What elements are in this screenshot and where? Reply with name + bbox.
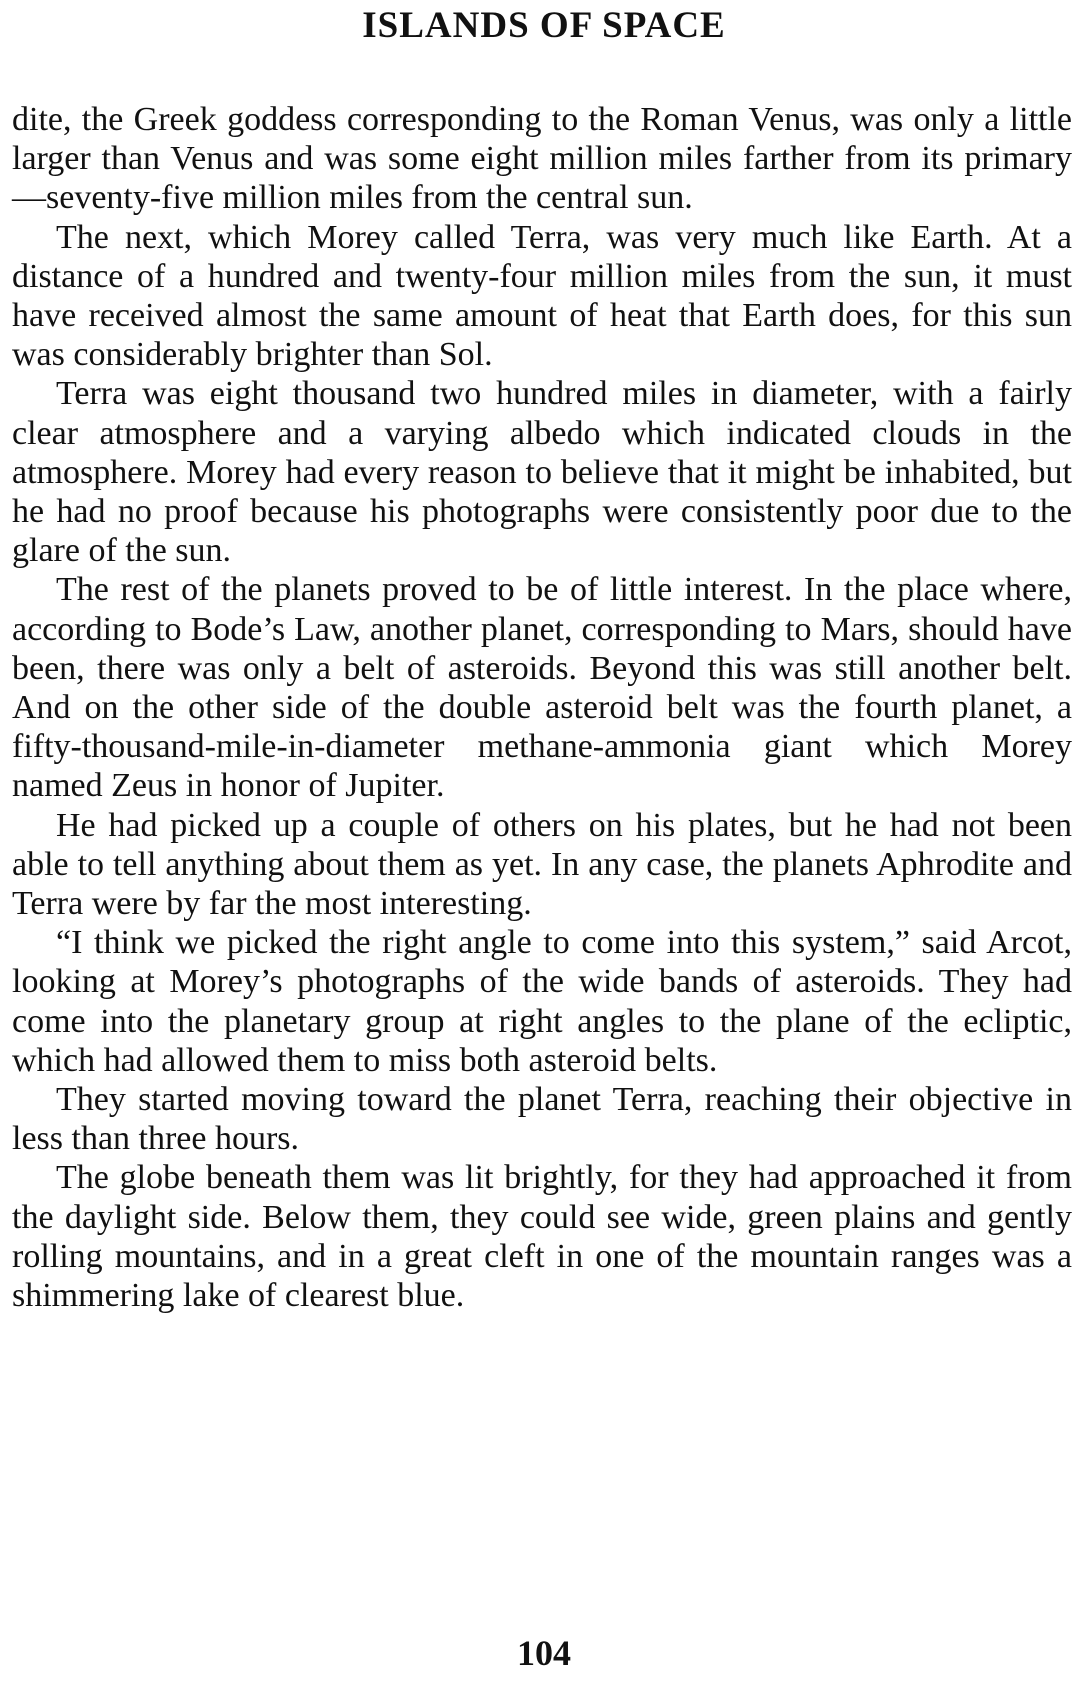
paragraph-8: The globe beneath them was lit brightly, for they had approached it from the daylight side. Below them, they could see wide, green plains and gently rolling mountains, and in a great cleft in one of the mountain ranges was a shimmering lake of clearest blue. [12,1159,1072,1315]
paragraph-6: “I think we picked the right angle to come into this system,” said Arcot, looking at Morey’s photographs of the wide bands of asteroids. They had come into the planetary group at right angles to the plane of the ecliptic, which had allowed them to miss both asteroid belts. [12,924,1072,1079]
paragraph-3: Terra was eight thousand two hundred miles in diameter, with a fairly clear atmosphere and a varying albedo which indicated clouds in the atmosphere. Morey had every reason to believe that it might be inhabited, but he had no proof because his photographs were consistently poor due to the glare of the sun. [12,375,1072,570]
paragraph-4: The rest of the planets proved to be of little interest. In the place where, according to Bode’s Law, another planet, corresponding to Mars, should have been, there was only a belt of asteroids. Beyond this was still another belt. And on the other side of the double asteroid belt was the fourth planet, a fifty-thousand-mile-in-diameter methane-ammonia giant which Morey named Zeus in honor of Jupiter. [12,571,1072,805]
paragraph-5: He had picked up a couple of others on his plates, but he had not been able to tell anything about them as yet. In any case, the planets Aphrodite and Terra were by far the most interesting. [12,806,1072,923]
running-head: ISLANDS OF SPACE [362,5,726,46]
paragraph-2: The next, which Morey called Terra, was very much like Earth. At a distance of a hundred and twenty-four million miles from the sun, it must have received almost the same amount of heat that Earth does, for this sun was considerably brighter than Sol. [12,218,1072,374]
paragraph-1-continued: dite, the Greek goddess corresponding to the Roman Venus, was only a little larger than Venus and was some eight million miles farther from its primary—seventy-five million miles from the central sun. [12,101,1072,217]
page-number: 104 [517,1633,571,1673]
body-text [12,100,1072,1315]
paragraph-7: They started moving toward the planet Terra, reaching their objective in less than three hours. [12,1081,1072,1158]
